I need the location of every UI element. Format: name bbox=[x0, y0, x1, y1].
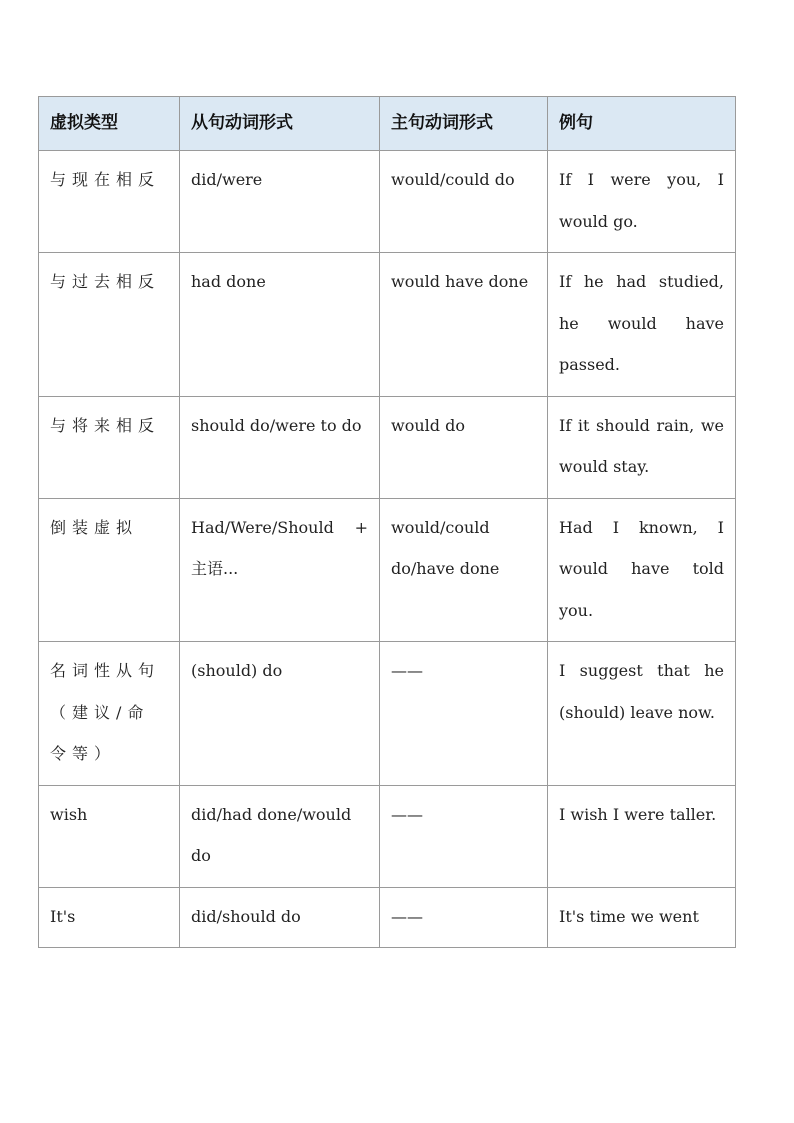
cell-type: 与现在相反 bbox=[39, 151, 180, 253]
cell-main-verb: would/could do bbox=[380, 151, 548, 253]
cell-main-verb: —— bbox=[380, 785, 548, 887]
cell-type: 与过去相反 bbox=[39, 253, 180, 397]
cell-clause-verb: (should) do bbox=[180, 642, 380, 786]
cell-clause-verb: had done bbox=[180, 253, 380, 397]
cell-type: It's bbox=[39, 887, 180, 948]
table-row bbox=[39, 151, 736, 253]
cell-example: I wish I were taller. bbox=[548, 785, 736, 887]
subjunctive-table bbox=[38, 96, 736, 948]
cell-main-verb: would have done bbox=[380, 253, 548, 397]
header-clause-verb: 从句动词形式 bbox=[180, 97, 380, 151]
cell-clause-verb: did/should do bbox=[180, 887, 380, 948]
cell-type: 与将来相反 bbox=[39, 396, 180, 498]
cell-type: 倒装虚拟 bbox=[39, 498, 180, 642]
document-page bbox=[38, 96, 735, 948]
cell-example: If he had studied, he would have passed. bbox=[548, 253, 736, 397]
table-row bbox=[39, 253, 736, 397]
cell-type: wish bbox=[39, 785, 180, 887]
cell-clause-verb: Had/Were/Should + 主语... bbox=[180, 498, 380, 642]
table-header-row bbox=[39, 97, 736, 151]
cell-clause-verb: did/were bbox=[180, 151, 380, 253]
table-row bbox=[39, 887, 736, 948]
table-row bbox=[39, 785, 736, 887]
cell-clause-verb: should do/were to do bbox=[180, 396, 380, 498]
cell-main-verb: —— bbox=[380, 642, 548, 786]
table-row bbox=[39, 642, 736, 786]
cell-example: It's time we went bbox=[548, 887, 736, 948]
table-row bbox=[39, 498, 736, 642]
cell-main-verb: —— bbox=[380, 887, 548, 948]
cell-example: Had I known, I would have told you. bbox=[548, 498, 736, 642]
header-example: 例句 bbox=[548, 97, 736, 151]
cell-clause-verb: did/had done/would do bbox=[180, 785, 380, 887]
cell-type: 名词性从句（建议/命令等） bbox=[39, 642, 180, 786]
cell-example: If it should rain, we would stay. bbox=[548, 396, 736, 498]
header-main-verb: 主句动词形式 bbox=[380, 97, 548, 151]
cell-example: I suggest that he (should) leave now. bbox=[548, 642, 736, 786]
cell-main-verb: would do bbox=[380, 396, 548, 498]
header-type: 虚拟类型 bbox=[39, 97, 180, 151]
cell-main-verb: would/could do/have done bbox=[380, 498, 548, 642]
cell-example: If I were you, I would go. bbox=[548, 151, 736, 253]
table-row bbox=[39, 396, 736, 498]
